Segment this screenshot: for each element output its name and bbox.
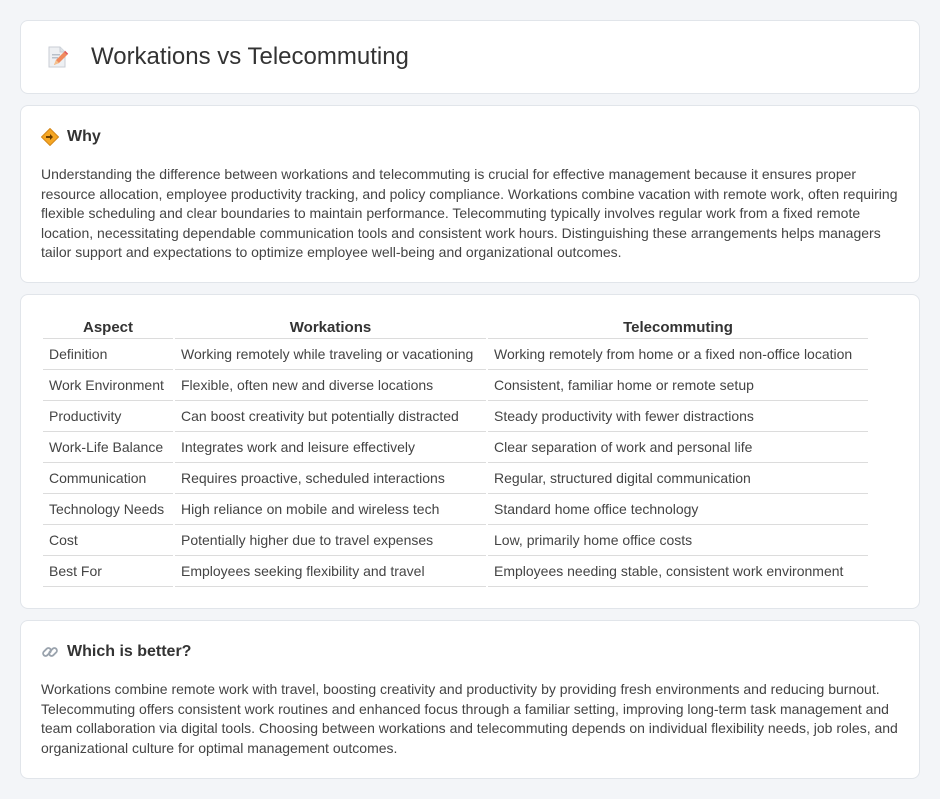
cell-aspect: Best For [43, 556, 173, 587]
comparison-table-card [20, 294, 920, 609]
table-header-row [43, 317, 868, 339]
header-workations: Workations [175, 317, 486, 339]
table-row [43, 525, 868, 556]
cell-workations: Flexible, often new and diverse locations [175, 370, 486, 401]
cell-workations: High reliance on mobile and wireless tech [175, 494, 486, 525]
cell-telecommuting: Employees needing stable, consistent work environment [488, 556, 868, 587]
link-icon [41, 643, 59, 661]
cell-aspect: Work Environment [43, 370, 173, 401]
cell-aspect: Definition [43, 339, 173, 370]
cell-aspect: Cost [43, 525, 173, 556]
cell-telecommuting: Low, primarily home office costs [488, 525, 868, 556]
cell-telecommuting: Steady productivity with fewer distractions [488, 401, 868, 432]
cell-workations: Requires proactive, scheduled interactions [175, 463, 486, 494]
cell-aspect: Communication [43, 463, 173, 494]
cell-telecommuting: Consistent, familiar home or remote setup [488, 370, 868, 401]
header-card [20, 20, 920, 94]
why-section [20, 105, 920, 283]
cell-telecommuting: Working remotely from home or a fixed non-office location [488, 339, 868, 370]
table-row [43, 370, 868, 401]
header-telecommuting: Telecommuting [488, 317, 868, 339]
cell-workations: Can boost creativity but potentially distracted [175, 401, 486, 432]
which-is-better-section [20, 620, 920, 779]
cell-telecommuting: Standard home office technology [488, 494, 868, 525]
document-pencil-icon [45, 45, 69, 69]
cell-telecommuting: Clear separation of work and personal life [488, 432, 868, 463]
better-title: Which is better? [67, 643, 192, 660]
cell-workations: Working remotely while traveling or vacationing [175, 339, 486, 370]
cell-aspect: Productivity [43, 401, 173, 432]
table-row [43, 401, 868, 432]
cell-aspect: Work-Life Balance [43, 432, 173, 463]
cell-workations: Employees seeking flexibility and travel [175, 556, 486, 587]
table-row [43, 463, 868, 494]
cell-workations: Potentially higher due to travel expenses [175, 525, 486, 556]
comparison-table [41, 317, 870, 587]
table-row [43, 494, 868, 525]
header-aspect: Aspect [43, 317, 173, 339]
cell-workations: Integrates work and leisure effectively [175, 432, 486, 463]
why-title: Why [67, 128, 101, 145]
why-heading [41, 128, 899, 146]
better-text: Workations combine remote work with travel, boosting creativity and productivity by providing fresh environments and reducing burnout. Telecommuting offers consistent work routines and enhanced focus through a familiar setting, improving long-term task management and team collaboration via digital tools. Choosing between workations and telecommuting depends on individual flexibility needs, job roles, and organizational culture for optimal management outcomes. [41, 681, 898, 756]
table-row [43, 432, 868, 463]
table-row [43, 556, 868, 587]
why-text: Understanding the difference between workations and telecommuting is crucial for effective management because it ensures proper resource allocation, employee productivity tracking, and policy compliance. Workations combine vacation with remote work, often requiring flexible scheduling and clear boundaries to maintain performance. Telecommuting typically involves regular work from a fixed remote location, necessitating dependable communication tools and consistent work hours. Distinguishing these arrangements helps managers tailor support and expectations to optimize employee well-being and organizational outcomes. [41, 166, 898, 261]
cell-aspect: Technology Needs [43, 494, 173, 525]
cell-telecommuting: Regular, structured digital communication [488, 463, 868, 494]
page-title: Workations vs Telecommuting [91, 43, 409, 70]
table-row [43, 339, 868, 370]
better-heading [41, 643, 899, 661]
diamond-sign-icon [41, 128, 59, 146]
